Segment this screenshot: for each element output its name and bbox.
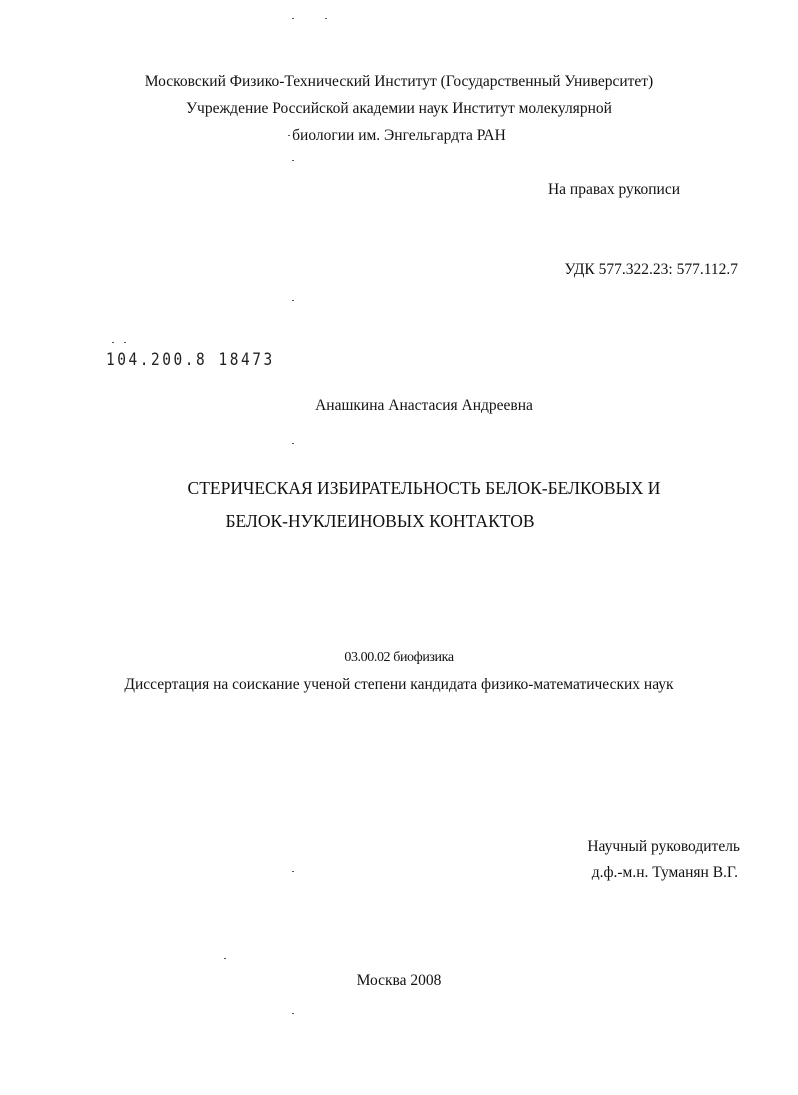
- specialty-code: 03.00.02 биофизика: [344, 650, 454, 665]
- scan-speck: [112, 342, 114, 343]
- scan-speck: [292, 871, 294, 872]
- institute-line-3: биологии им. Энгельгардта РАН: [292, 127, 506, 144]
- supervisor-role: Научный руководитель: [587, 838, 740, 855]
- scan-speck: [288, 135, 290, 136]
- institute-line-2: Учреждение Российской академии наук Институт молекулярной: [186, 100, 612, 117]
- udk-code: УДК 577.322.23: 577.112.7: [564, 261, 738, 278]
- city-year: Москва 2008: [356, 972, 442, 989]
- scan-speck: [292, 300, 294, 301]
- rights-note: На правах рукописи: [547, 181, 680, 198]
- scan-speck: [292, 443, 294, 444]
- institute-line-1: Московский Физико-Технический Институт (Государственный Университет): [144, 73, 654, 90]
- author-name: Анашкина Анастасия Андреевна: [315, 397, 533, 414]
- scan-speck: [325, 18, 327, 19]
- scan-speck: [292, 1013, 294, 1014]
- dissertation-title-line-1: СТЕРИЧЕСКАЯ ИЗБИРАТЕЛЬНОСТЬ БЕЛОК-БЕЛКОВЫХ И: [187, 478, 661, 498]
- supervisor-name: д.ф.-м.н. Туманян В.Г.: [591, 864, 738, 881]
- scan-speck: [224, 958, 226, 959]
- dissertation-title-line-2: БЕЛОК-НУКЛЕИНОВЫХ КОНТАКТОВ: [225, 511, 535, 531]
- scan-speck: [124, 342, 126, 343]
- scan-speck: [292, 18, 294, 19]
- library-stamp: 104.200.8 18473: [106, 350, 275, 370]
- scan-speck: [292, 160, 294, 161]
- degree-statement: Диссертация на соискание ученой степени кандидата физико-математических наук: [124, 676, 674, 693]
